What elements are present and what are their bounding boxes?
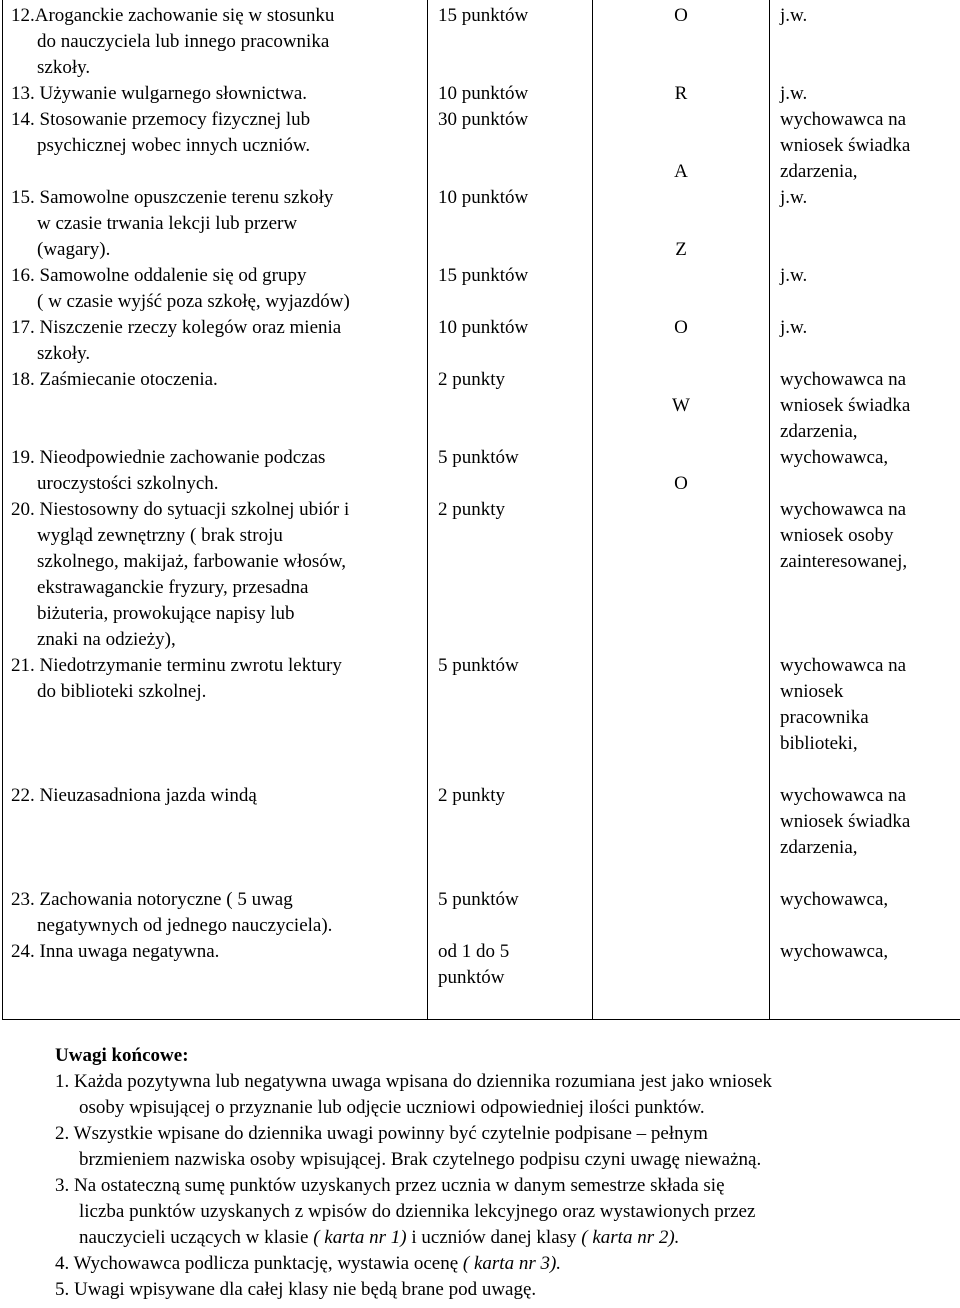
vertical-letter: O	[674, 5, 688, 26]
category-column	[593, 0, 770, 1020]
points-23: 5 punktów	[438, 889, 519, 910]
who-19: wychowawca,	[780, 447, 889, 468]
points-22: 2 punkty	[438, 785, 506, 806]
vertical-letter: A	[674, 161, 688, 182]
responsible-column	[770, 0, 960, 1020]
points-14: 30 punktów	[438, 109, 529, 130]
rule-18: 18. Zaśmiecanie otoczenia.	[11, 369, 218, 390]
remark-item: 3. Na ostateczną sumę punktów uzyskanych przez ucznia w danym semestrze składa się	[55, 1175, 725, 1196]
points-24: od 1 do 5 punktów	[438, 941, 510, 988]
rule-24: 24. Inna uwaga negatywna.	[11, 941, 220, 962]
remark-item: 5. Uwagi wpisywane dla całej klasy nie będą brane pod uwagę.	[55, 1279, 537, 1300]
points-17: 10 punktów	[438, 317, 529, 338]
rule-23: 23. Zachowania notoryczne ( 5 uwag negatywnych od jednego nauczyciela).	[11, 889, 333, 936]
remark-item: nauczycieli uczących w klasie ( karta nr 1) i uczniów danej klasy ( karta nr 2).	[79, 1227, 680, 1248]
vertical-letter: R	[674, 83, 688, 104]
rule-19: 19. Nieodpowiednie zachowanie podczas uroczystości szkolnych.	[11, 447, 326, 494]
behavior-points-table	[2, 0, 960, 1020]
remark-item: brzmieniem nazwiska osoby wpisującej. Brak czytelnego podpisu czyni uwagę nieważną.	[79, 1149, 762, 1170]
remark-item: 1. Każda pozytywna lub negatywna uwaga wpisana do dziennika rozumiana jest jako wniosek	[55, 1071, 773, 1092]
remark-item: osoby wpisującej o przyznanie lub odjęcie uczniowi odpowiedniej ilości punktów.	[79, 1097, 705, 1118]
who-17: j.w.	[780, 317, 808, 338]
who-18: wychowawca na wniosek świadka zdarzenia,	[780, 369, 911, 442]
vertical-letter: O	[674, 317, 688, 338]
points-13: 10 punktów	[438, 83, 529, 104]
who-14: wychowawca na wniosek świadka zdarzenia,	[780, 109, 911, 182]
rule-16: 16. Samowolne oddalenie się od grupy ( w czasie wyjść poza szkołę, wyjazdów)	[11, 265, 350, 312]
remark-item: liczba punktów uzyskanych z wpisów do dziennika lekcyjnego oraz wystawionych przez	[79, 1201, 756, 1222]
rule-12: 12.Aroganckie zachowanie się w stosunku do nauczyciela lub innego pracownika szkoły.	[11, 5, 335, 78]
who-13: j.w.	[780, 83, 808, 104]
who-24: wychowawca,	[780, 941, 889, 962]
points-15: 10 punktów	[438, 187, 529, 208]
rule-20: 20. Niestosowny do sytuacji szkolnej ubiór i wygląd zewnętrzny ( brak stroju szkolnego, makijaż, farbowanie włosów, ekstrawaganckie fryzury, przesadna biżuteria, prowokujące napisy lub znaki na odzieży),	[11, 499, 350, 650]
who-12: j.w.	[780, 5, 808, 26]
who-16: j.w.	[780, 265, 808, 286]
violations-column	[3, 0, 428, 1020]
vertical-letter: Z	[675, 239, 687, 260]
remarks-heading: Uwagi końcowe:	[55, 1045, 189, 1066]
rule-13: 13. Używanie wulgarnego słownictwa.	[11, 83, 308, 104]
final-remarks	[55, 1043, 935, 1303]
remark-item: 2. Wszystkie wpisane do dziennika uwagi powinny być czytelnie podpisane – pełnym	[55, 1123, 708, 1144]
who-21: wychowawca na wniosek pracownika biblioteki,	[780, 655, 907, 754]
rule-21: 21. Niedotrzymanie terminu zwrotu lektury do biblioteki szkolnej.	[11, 655, 342, 702]
vertical-letter: O	[674, 473, 688, 494]
rule-14: 14. Stosowanie przemocy fizycznej lub psychicznej wobec innych uczniów.	[11, 109, 311, 156]
vertical-letter: W	[672, 395, 690, 416]
who-15: j.w.	[780, 187, 808, 208]
points-21: 5 punktów	[438, 655, 519, 676]
who-22: wychowawca na wniosek świadka zdarzenia,	[780, 785, 911, 858]
who-20: wychowawca na wniosek osoby zainteresowanej,	[780, 499, 908, 572]
rule-15: 15. Samowolne opuszczenie terenu szkoły w czasie trwania lekcji lub przerw (wagary).	[11, 187, 334, 260]
points-18: 2 punkty	[438, 369, 506, 390]
points-12: 15 punktów	[438, 5, 529, 26]
remark-item: 4. Wychowawca podlicza punktację, wystawia ocenę ( karta nr 3).	[55, 1253, 562, 1274]
rule-22: 22. Nieuzasadniona jazda windą	[11, 785, 257, 806]
who-23: wychowawca,	[780, 889, 889, 910]
rule-17: 17. Niszczenie rzeczy kolegów oraz mienia szkoły.	[11, 317, 342, 364]
points-16: 15 punktów	[438, 265, 529, 286]
points-19: 5 punktów	[438, 447, 519, 468]
points-20: 2 punkty	[438, 499, 506, 520]
points-column	[428, 0, 593, 1020]
